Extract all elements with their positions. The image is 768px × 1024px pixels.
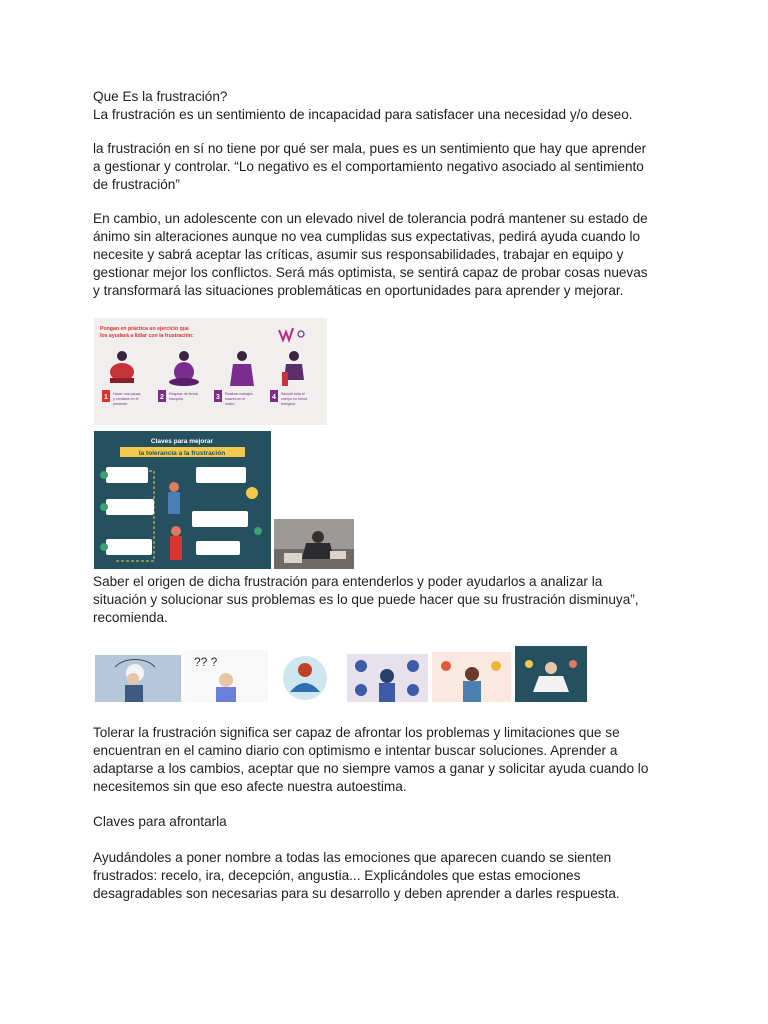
infographic-title-line: Pongan en práctica un ejercicio que (100, 326, 189, 332)
heading-question: Que Es la frustración? (93, 89, 228, 104)
text-line: la frustración en sí no tiene por qué ser mala, pues es un sentimiento que hay que aprender (93, 141, 647, 156)
svg-text:Sacudir todo el: Sacudir todo el (281, 392, 305, 396)
person-figure-icon (169, 351, 199, 386)
paragraph-tolerate (93, 724, 693, 796)
paragraph-origin (93, 573, 693, 627)
text-line: necesite y sabrá aceptar las críticas, asumir sus responsabilidades, trabajar en equipo y (93, 247, 624, 262)
section-heading-keys (93, 813, 693, 831)
infographic-exercise-image (94, 318, 327, 425)
text-line: de frustración” (93, 177, 180, 192)
illustration-stressed-person (432, 652, 511, 702)
text-line: ánimo sin alteraciones aunque no vea cumplidas sus expectativas, pedirá ayuda cuando lo (93, 229, 641, 244)
illustration-meditating-person (515, 646, 587, 702)
text-line: y transformará las situaciones problemáticas en oportunidades para aprender y mejorar. (93, 283, 624, 298)
svg-text:1: 1 (104, 394, 108, 401)
infographic-title-line: la tolerancia a la frustración (138, 450, 226, 457)
svg-text:Realizar masajes: Realizar masajes (225, 392, 253, 396)
svg-text:suaves en el: suaves en el (225, 397, 246, 401)
illustration-question-marks (184, 650, 268, 702)
step-4 (270, 390, 307, 406)
text-line: a gestionar y controlar. “Lo negativo es el comportamiento negativo asociado al sentimiento (93, 159, 644, 174)
svg-text:cuerpo en forma: cuerpo en forma (281, 397, 308, 401)
text-line: encuentran en el camino diario con optimismo e intentar buscar soluciones. Aprender a (93, 743, 618, 758)
text-line: necesitemos sin que eso afecte nuestra autoestima. (93, 779, 407, 794)
text-line: Claves para afrontarla (93, 814, 227, 829)
svg-text:enérgica.: enérgica. (281, 402, 296, 406)
svg-text:Hacer una pausa: Hacer una pausa (113, 392, 141, 396)
text-line: Ayudándoles a poner nombre a todas las emociones que aparecen cuando se sienten (93, 850, 612, 865)
person-figure-icon (110, 351, 134, 383)
step-3 (214, 390, 253, 406)
text-line: desagradables son necesarias para su desarrollo y deben aprender a darles respuesta. (93, 886, 620, 901)
step-2 (158, 390, 198, 402)
svg-text:2: 2 (160, 394, 164, 401)
paragraph-frustration (93, 140, 693, 194)
illustration-sad-person (268, 648, 342, 702)
person-figure-icon (282, 351, 304, 386)
paragraph-emotions (93, 849, 693, 903)
text-line: En cambio, un adolescente con un elevado nivel de tolerancia podrá mantener su estado de (93, 211, 648, 226)
text-line: gestionar mejor los conflictos. Será más optimista, se sentirá capaz de probar cosas nuevas (93, 265, 648, 280)
svg-text:presente.: presente. (113, 402, 128, 406)
frustrated-desk-photo (274, 519, 354, 569)
svg-text:rostro.: rostro. (225, 402, 236, 406)
step-1 (102, 390, 140, 406)
svg-text:y contarse en el: y contarse en el (113, 397, 139, 401)
text-line: adaptarse a los cambios, aceptar que no siempre vamos a ganar y solicitar ayuda cuando lo (93, 761, 649, 776)
svg-text:Respirar de forma: Respirar de forma (169, 392, 198, 396)
text-line: situación y solucionar sus problemas es lo que puede hacer que su frustración disminuya”, (93, 592, 639, 607)
text-line: Tolerar la frustración significa ser capaz de afrontar los problemas y limitaciones que se (93, 725, 620, 740)
svg-text:3: 3 (216, 394, 220, 401)
paragraph-intro (93, 88, 693, 124)
infographic-title-line: los ayudará a lidiar con la frustración: (100, 333, 194, 339)
infographic-title-line: Claves para mejorar (150, 438, 214, 445)
brand-logo (279, 328, 304, 340)
illustration-confused-person (95, 655, 181, 702)
svg-text:4: 4 (272, 394, 276, 401)
text-line: recomienda. (93, 610, 168, 625)
infographic-tolerance-image (94, 431, 271, 569)
illustration-overwhelmed-person (347, 654, 428, 702)
text-line: La frustración es un sentimiento de incapacidad para satisfacer una necesidad y/o deseo. (93, 107, 633, 122)
svg-text:tranquila.: tranquila. (169, 397, 184, 401)
paragraph-tolerance (93, 210, 693, 300)
svg-text:?? ?: ?? ? (194, 655, 218, 669)
text-line: frustrados: recelo, ira, decepción, angustia... Explicándoles que estas emociones (93, 868, 581, 883)
person-figure-icon (230, 351, 254, 386)
text-line: Saber el origen de dicha frustración para entenderlos y poder ayudarlos a analizar la (93, 574, 603, 589)
